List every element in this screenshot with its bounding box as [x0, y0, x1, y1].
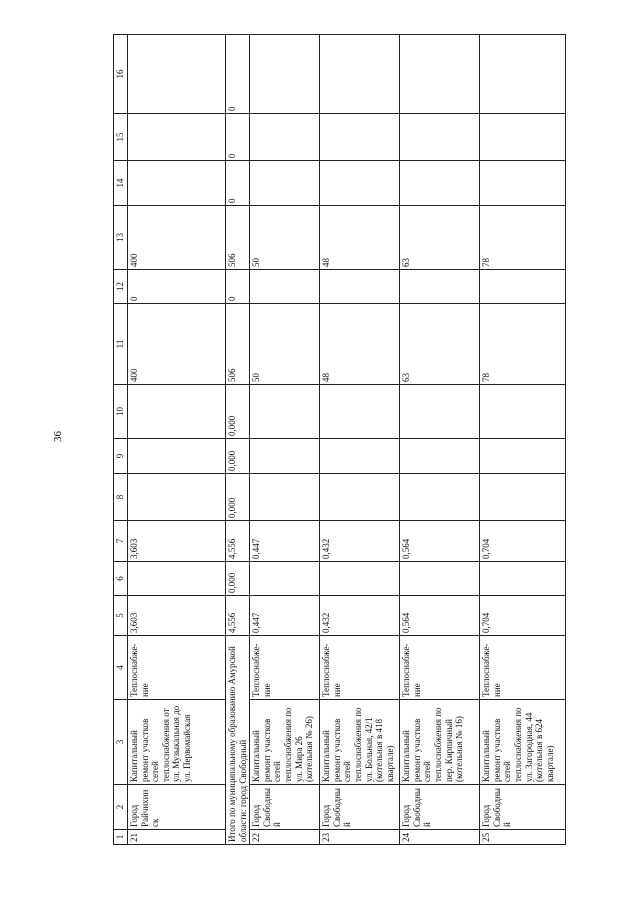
city-cell: Город Свободный: [400, 785, 480, 830]
value-cell: [320, 474, 400, 521]
header-cell: 4: [114, 636, 128, 700]
header-cell: 13: [114, 206, 128, 270]
header-cell: 5: [114, 596, 128, 636]
total-value-cell: 0: [226, 270, 250, 304]
value-cell: [480, 270, 566, 304]
value-cell: [128, 161, 226, 206]
header-cell: 15: [114, 114, 128, 161]
total-value-cell: 0: [226, 114, 250, 161]
value-cell: 48: [320, 304, 400, 385]
value-cell: [320, 35, 400, 114]
data-table: [113, 34, 566, 845]
value-cell: [320, 562, 400, 596]
value-cell: [128, 385, 226, 439]
type-cell: Теплоснабже-ние: [480, 636, 566, 700]
header-cell: 8: [114, 474, 128, 521]
row-number: 23: [320, 830, 400, 845]
table-row: [320, 35, 400, 845]
header-cell: 7: [114, 521, 128, 562]
total-value-cell: 0,000: [226, 439, 250, 474]
value-cell: [250, 385, 320, 439]
value-cell: [128, 439, 226, 474]
header-cell: 10: [114, 385, 128, 439]
table-row: [400, 35, 480, 845]
value-cell: 400: [128, 304, 226, 385]
value-cell: 50: [250, 206, 320, 270]
value-cell: [480, 35, 566, 114]
type-cell: Теплоснабже-ние: [400, 636, 480, 700]
type-cell: Теплоснабже-ние: [250, 636, 320, 700]
row-number: 21: [128, 830, 226, 845]
value-cell: 3,603: [128, 596, 226, 636]
value-cell: [250, 439, 320, 474]
value-cell: [480, 439, 566, 474]
value-cell: [480, 161, 566, 206]
value-cell: [400, 270, 480, 304]
value-cell: [400, 474, 480, 521]
row-number: 24: [400, 830, 480, 845]
value-cell: [320, 161, 400, 206]
header-cell: 12: [114, 270, 128, 304]
value-cell: 78: [480, 304, 566, 385]
value-cell: [320, 385, 400, 439]
value-cell: [250, 270, 320, 304]
total-value-cell: 506: [226, 206, 250, 270]
value-cell: [400, 35, 480, 114]
value-cell: [250, 562, 320, 596]
value-cell: [128, 35, 226, 114]
city-cell: Город Свободный: [250, 785, 320, 830]
value-cell: [400, 161, 480, 206]
total-value-cell: 0: [226, 161, 250, 206]
table-row: [480, 35, 566, 845]
value-cell: 63: [400, 206, 480, 270]
value-cell: 400: [128, 206, 226, 270]
value-cell: 50: [250, 304, 320, 385]
value-cell: [128, 114, 226, 161]
header-cell: 16: [114, 35, 128, 114]
header-cell: 11: [114, 304, 128, 385]
value-cell: [320, 439, 400, 474]
value-cell: [480, 114, 566, 161]
city-cell: Город Райчихинск: [128, 785, 226, 830]
row-number: 25: [480, 830, 566, 845]
description-cell: Капитальный ремонт участков сетей теплоснабжения по ул. Загородная, 44 (котельная в 624 квартале): [480, 700, 566, 785]
total-value-cell: 4,556: [226, 596, 250, 636]
value-cell: [480, 385, 566, 439]
rotated-table-container: [113, 50, 555, 845]
value-cell: 0,447: [250, 521, 320, 562]
value-cell: [400, 562, 480, 596]
value-cell: [128, 562, 226, 596]
city-cell: Город Свободный: [480, 785, 566, 830]
total-value-cell: 506: [226, 304, 250, 385]
header-cell: 3: [114, 700, 128, 785]
description-cell: Капитальный ремонт участков сетей теплоснабжения по пер. Кирпичный (котельная № 16): [400, 700, 480, 785]
value-cell: 0,564: [400, 596, 480, 636]
value-cell: 78: [480, 206, 566, 270]
description-cell: Капитальный ремонт участков сетей теплоснабжения по ул. Мира 26 (котельная № 26): [250, 700, 320, 785]
value-cell: 0,704: [480, 596, 566, 636]
value-cell: [320, 270, 400, 304]
page-number: 36: [52, 431, 64, 442]
table-row: [128, 35, 226, 845]
total-value-cell: 0,000: [226, 562, 250, 596]
header-cell: 9: [114, 439, 128, 474]
value-cell: [320, 114, 400, 161]
type-cell: Теплоснабже-ние: [320, 636, 400, 700]
value-cell: [250, 114, 320, 161]
row-number: 22: [250, 830, 320, 845]
value-cell: 0,704: [480, 521, 566, 562]
total-value-cell: 0: [226, 35, 250, 114]
total-value-cell: 0,000: [226, 385, 250, 439]
total-value-cell: 0,000: [226, 474, 250, 521]
value-cell: [250, 474, 320, 521]
total-label: Итого по муниципальному образованию Амурской области: город Свободный: [226, 636, 250, 845]
value-cell: 0,432: [320, 596, 400, 636]
value-cell: [128, 474, 226, 521]
city-cell: Город Свободный: [320, 785, 400, 830]
value-cell: [250, 161, 320, 206]
description-cell: Капитальный ремонт участков сетей теплоснабжения от ул. Музыкальная до ул. Первомайская: [128, 700, 226, 785]
header-cell: 14: [114, 161, 128, 206]
value-cell: 48: [320, 206, 400, 270]
value-cell: [480, 474, 566, 521]
header-cell: 2: [114, 785, 128, 830]
value-cell: [400, 114, 480, 161]
table-row: [250, 35, 320, 845]
header-cell: 1: [114, 830, 128, 845]
total-row: [226, 35, 250, 845]
type-cell: Теплоснабже-ние: [128, 636, 226, 700]
total-value-cell: 4,556: [226, 521, 250, 562]
value-cell: 3,603: [128, 521, 226, 562]
value-cell: 0,564: [400, 521, 480, 562]
value-cell: [400, 385, 480, 439]
value-cell: 0,432: [320, 521, 400, 562]
header-cell: 6: [114, 562, 128, 596]
value-cell: [480, 562, 566, 596]
description-cell: Капитальный ремонт участков сетей теплоснабжения по ул. Больная, 42/1 (котельная в 418 квартале): [320, 700, 400, 785]
value-cell: 0: [128, 270, 226, 304]
value-cell: 0,447: [250, 596, 320, 636]
header-row: [114, 35, 128, 845]
value-cell: [400, 439, 480, 474]
value-cell: 63: [400, 304, 480, 385]
value-cell: [250, 35, 320, 114]
